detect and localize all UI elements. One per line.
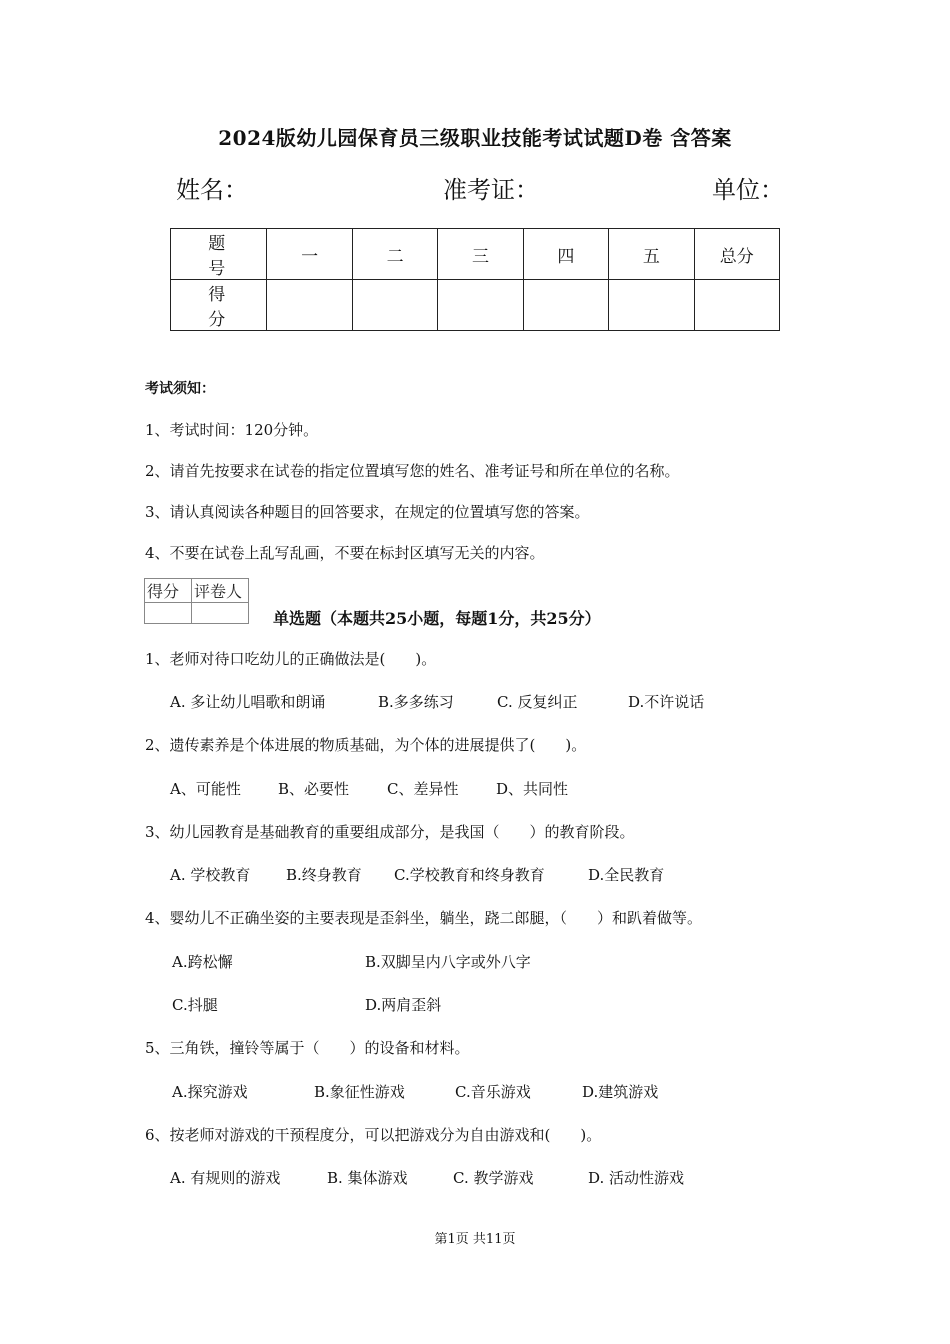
question-option: C.学校教育和终身教育 xyxy=(394,866,545,884)
page-footer: 第1页 共11页 xyxy=(434,1232,516,1247)
question-option: A. 有规则的游戏 xyxy=(170,1169,281,1187)
notice-item: 2、请首先按要求在试卷的指定位置填写您的姓名、准考证号和所在单位的名称。 xyxy=(145,462,680,480)
question-option: A. 学校教育 xyxy=(170,866,251,884)
header-cell-2: 二 xyxy=(352,229,437,280)
header-cell-5: 五 xyxy=(609,229,694,280)
question-option: C、差异性 xyxy=(387,780,459,798)
score-cell xyxy=(267,280,352,331)
question-stem: 2、遗传素养是个体进展的物质基础，为个体的进展提供了( )。 xyxy=(145,736,587,754)
question-option: B.双脚呈内八字或外八字 xyxy=(365,953,531,971)
notice-item: 3、请认真阅读各种题目的回答要求，在规定的位置填写您的答案。 xyxy=(145,503,590,521)
question-option: D.建筑游戏 xyxy=(582,1083,659,1101)
score-cell xyxy=(523,280,608,331)
header-cell-1: 一 xyxy=(267,229,352,280)
question-option: A.探究游戏 xyxy=(172,1083,248,1101)
question-stem: 3、幼儿园教育是基础教育的重要组成部分，是我国（ ）的教育阶段。 xyxy=(145,823,635,841)
question-stem: 5、三角铁，撞铃等属于（ ）的设备和材料。 xyxy=(145,1039,470,1057)
score-row-label: 得 分 xyxy=(171,280,267,331)
score-table-score-row xyxy=(171,280,780,331)
notice-item: 4、不要在试卷上乱写乱画，不要在标封区填写无关的内容。 xyxy=(145,544,545,562)
grader-score-cell xyxy=(145,603,192,624)
question-option: B. 集体游戏 xyxy=(327,1169,408,1187)
question-option: B.终身教育 xyxy=(286,866,362,884)
notice-item: 1、考试时间：120分钟。 xyxy=(145,421,319,439)
notice-title: 考试须知： xyxy=(145,381,215,397)
question-option: D.不许说话 xyxy=(628,693,705,711)
score-cell xyxy=(609,280,694,331)
grader-reviewer-label: 评卷人 xyxy=(192,579,249,603)
question-option: D.两肩歪斜 xyxy=(365,996,442,1014)
score-table xyxy=(170,228,780,331)
name-field-label: 姓名： xyxy=(176,176,248,204)
header-cell-total: 总分 xyxy=(694,229,779,280)
section-title: 单选题（本题共25小题，每题1分，共25分） xyxy=(273,609,601,628)
question-option: D.全民教育 xyxy=(588,866,665,884)
page-title: 2024版幼儿园保育员三级职业技能考试试题D卷 含答案 xyxy=(218,126,732,150)
question-option: B.多多练习 xyxy=(378,693,454,711)
question-option: D、共同性 xyxy=(496,780,569,798)
question-option: B、必要性 xyxy=(278,780,350,798)
question-option: A. 多让幼儿唱歌和朗诵 xyxy=(170,693,326,711)
exam-id-field-label: 准考证： xyxy=(443,176,539,204)
question-option: C. 教学游戏 xyxy=(453,1169,534,1187)
question-stem: 1、老师对待口吃幼儿的正确做法是( )。 xyxy=(145,650,437,668)
question-option: C. 反复纠正 xyxy=(497,693,578,711)
question-option: C.抖腿 xyxy=(172,996,218,1014)
question-option: C.音乐游戏 xyxy=(455,1083,531,1101)
grader-reviewer-cell xyxy=(192,603,249,624)
score-cell xyxy=(694,280,779,331)
unit-field-label: 单位： xyxy=(712,176,784,204)
question-stem: 6、按老师对游戏的干预程度分，可以把游戏分为自由游戏和( )。 xyxy=(145,1126,602,1144)
question-stem: 4、婴幼儿不正确坐姿的主要表现是歪斜坐，躺坐，跷二郎腿，（ ）和趴着做等。 xyxy=(145,909,703,927)
score-cell xyxy=(352,280,437,331)
header-cell-4: 四 xyxy=(523,229,608,280)
question-option: A、可能性 xyxy=(170,780,241,798)
grader-score-label: 得分 xyxy=(145,579,192,603)
header-cell-question-number: 题 号 xyxy=(171,229,267,280)
question-option: A.跨松懈 xyxy=(172,953,233,971)
score-table-header-row xyxy=(171,229,780,280)
question-option: D. 活动性游戏 xyxy=(588,1169,685,1187)
question-option: B.象征性游戏 xyxy=(314,1083,405,1101)
grader-box xyxy=(144,578,249,624)
score-cell xyxy=(438,280,523,331)
header-cell-3: 三 xyxy=(438,229,523,280)
